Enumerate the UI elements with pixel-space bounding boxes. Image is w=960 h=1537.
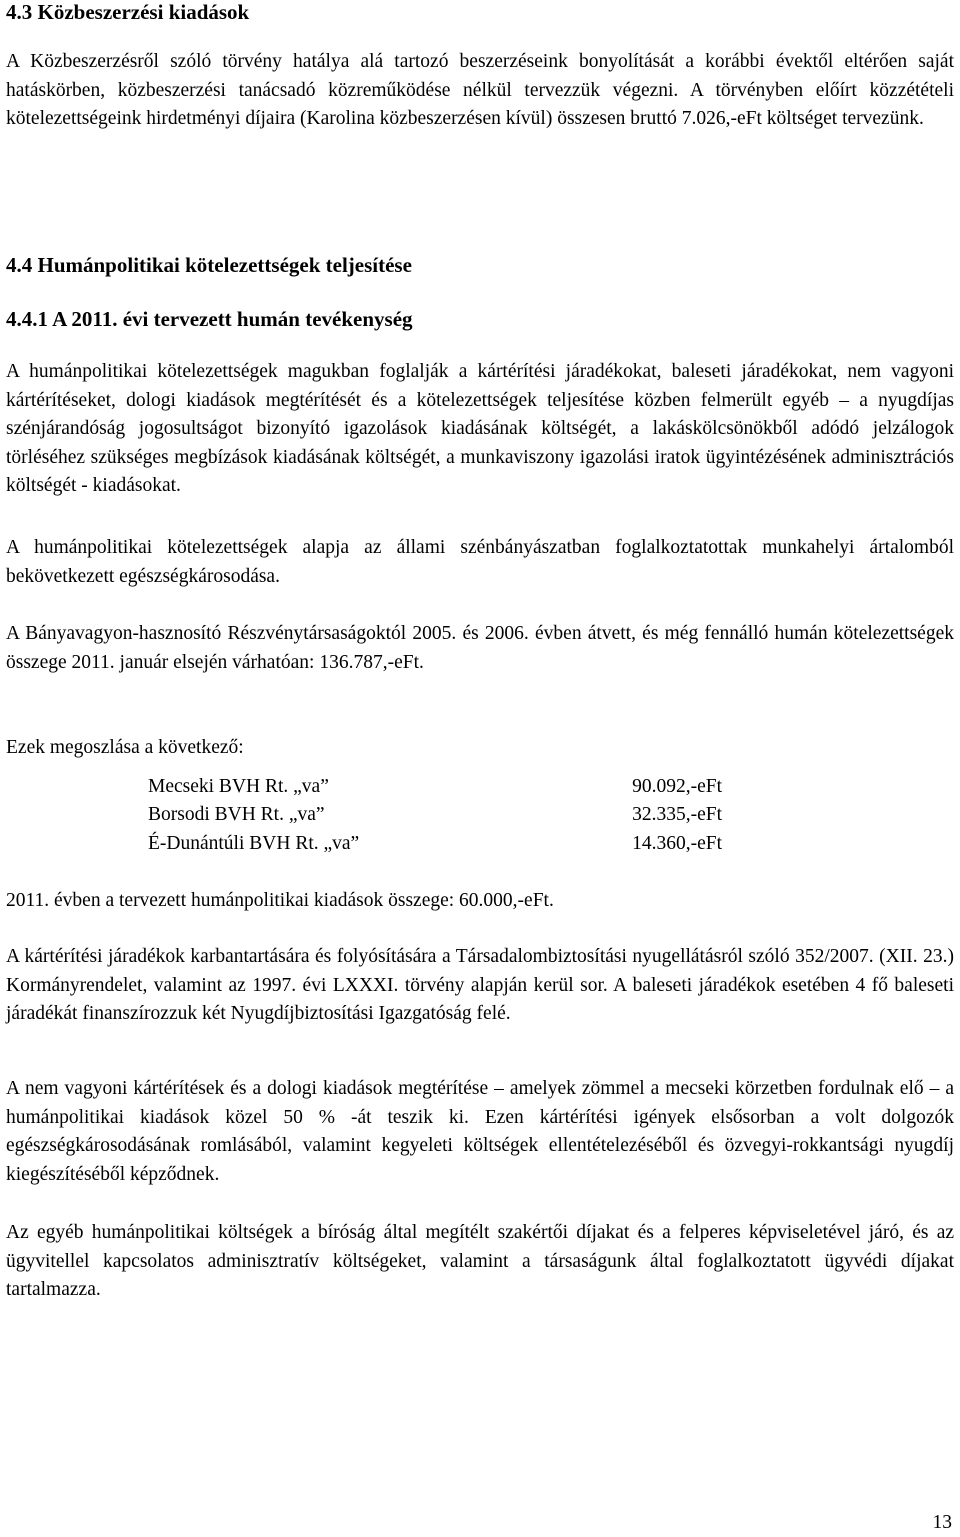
non-material-damages-paragraph: A nem vagyoni kártérítések és a dologi kiadások megtérítése – amelyek zömmel a mecseki körzetben fordulnak elő – a humánpolitikai kiadások közel 50 % -át teszik ki. Ezen kártérítési igények elsősorban a volt dolgozók egészségkárosodásának romlásából, valamint kegyeleti költségek ellentételezéséből és özvegyi-rokkantsági nyugdíj kiegészítéséből képződnek. bbox=[6, 1078, 954, 1185]
distribution-row bbox=[148, 773, 722, 801]
company-name: Borsodi BVH Rt. „va” bbox=[148, 804, 325, 826]
company-name: Mecseki BVH Rt. „va” bbox=[148, 776, 329, 797]
section-4-3-paragraph: A Közbeszerzésről szóló törvény hatálya alá tartozó beszerzéseink bonyolítását a korábbi évektől eltérően saját hatáskörben, közbeszerzési tanácsadó közreműködése nélkül tervezzük végezni. A törvényben előírt közzétételi kötelezettségeink hirdetményi díjaira (Karolina közbeszerzésen kívül) összesen bruttó 7.026,-eFt költséget tervezünk. bbox=[6, 51, 954, 130]
distribution-row bbox=[148, 801, 722, 829]
company-name: É-Dunántúli BVH Rt. „va” bbox=[148, 832, 360, 854]
other-costs-paragraph: Az egyéb humánpolitikai költségek a bíróság által megítélt szakértői díjakat és a felperes képviseletével járó, és az ügyvitellel kapcsolatos adminisztratív költségeket, valamint a társaságunk által foglalkoztatott ügyvédi díjakat tartalmazza. bbox=[6, 1222, 954, 1301]
section-4-3-heading: 4.3 Közbeszerzési kiadások bbox=[6, 0, 250, 24]
distribution-table bbox=[148, 773, 722, 858]
humanpolicy-obligations-paragraph: A humánpolitikai kötelezettségek magukban foglalják a kártérítési járadékokat, baleseti járadékokat, nem vagyoni kártérítéseket, dologi kiadások megtérítését és a kötelezettségek teljesítése közben felmerült egyéb – a nyugdíjas szénjárandóság jogosultságot bizonyító igazolások kiadásának költségét, a lakáskölcsönökből adódó jelzálogok törléséhez szükséges megbízások kiadásának költségét, a munkaviszony igazolási iratok ügyintézésének adminisztrációs költségét - kiadásokat. bbox=[6, 361, 954, 497]
compensation-annuities-paragraph: A kártérítési járadékok karbantartására és folyósítására a Társadalombiztosítási nyugellátásról szóló 352/2007. (XII. 23.) Kormányrendelet, valamint az 1997. évi LXXXI. törvény alapján kerül sor. A baleseti járadékok esetében 4 fő baleseti járadékát finanszírozzuk két Nyugdíjbiztosítási Igazgatóság felé. bbox=[6, 946, 954, 1025]
page-number: 13 bbox=[932, 1512, 952, 1533]
section-4-4-1-heading: 4.4.1 A 2011. évi tervezett humán tevékenység bbox=[6, 307, 413, 331]
transferred-obligations-paragraph: A Bányavagyon-hasznosító Részvénytársaságoktól 2005. és 2006. évben átvett, és még fennálló humán kötelezettségek összege 2011. január elsején várhatóan: 136.787,-eFt. bbox=[6, 623, 954, 673]
distribution-intro: Ezek megoszlása a következő: bbox=[6, 737, 244, 758]
company-amount: 14.360,-eFt bbox=[632, 832, 722, 854]
humanpolicy-basis-paragraph: A humánpolitikai kötelezettségek alapja az állami szénbányászatban foglalkoztatottak munkahelyi ártalomból bekövetkezett egészségkárosodása. bbox=[6, 537, 954, 587]
planned-expenses-paragraph: 2011. évben a tervezett humánpolitikai kiadások összege: 60.000,-eFt. bbox=[6, 890, 554, 911]
distribution-row bbox=[148, 830, 722, 858]
company-amount: 90.092,-eFt bbox=[632, 776, 722, 797]
section-4-4-heading: 4.4 Humánpolitikai kötelezettségek teljesítése bbox=[6, 253, 412, 277]
company-amount: 32.335,-eFt bbox=[632, 804, 722, 826]
